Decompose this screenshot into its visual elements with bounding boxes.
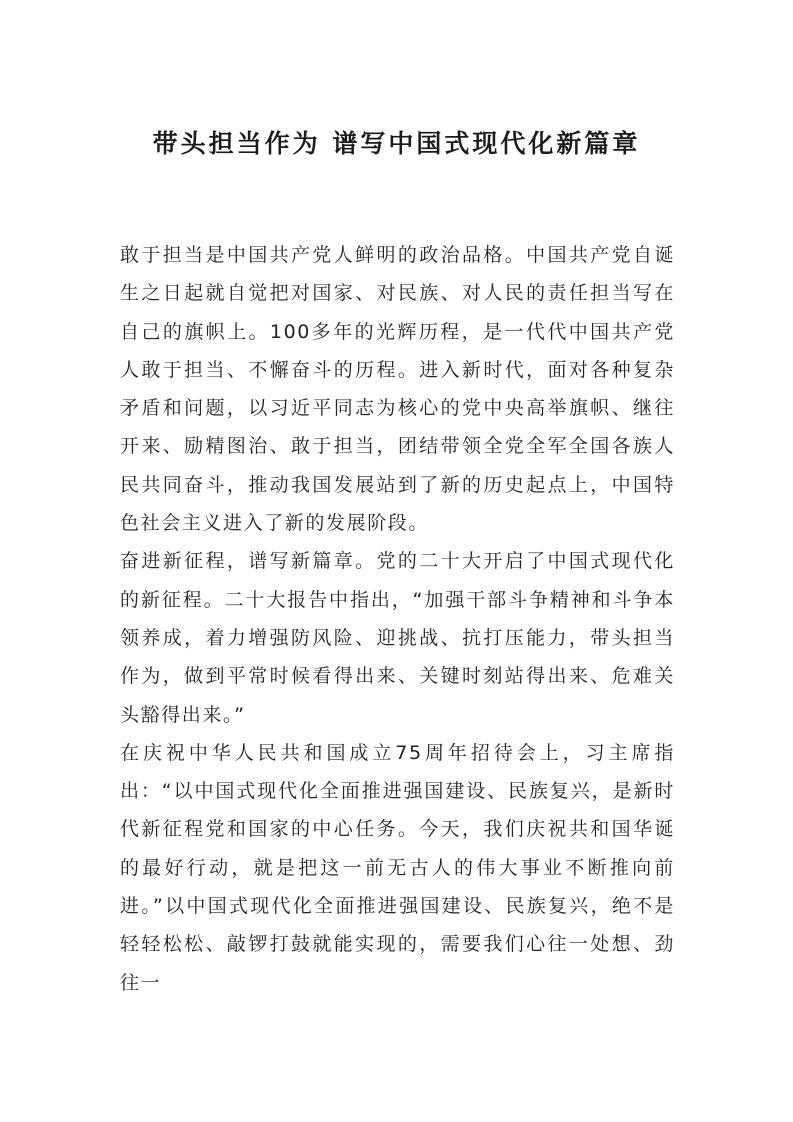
document-body (120, 236, 675, 1002)
document-title: 带头担当作为 谱写中国式现代化新篇章 (152, 129, 641, 158)
paragraph-1: 敢于担当是中国共产党人鲜明的政治品格。中国共产党自诞生之日起就自觉把对国家、对民族、对人民的责任担当写在自己的旗帜上。100多年的光辉历程，是一代代中国共产党人敢于担当、不懈奋斗的历程。进入新时代，面对各种复杂矛盾和问题，以习近平同志为核心的党中央高举旗帜、继往开来、励精图治、敢于担当，团结带领全党全军全国各族人民共同奋斗，推动我国发展站到了新的历史起点上，中国特色社会主义进入了新的发展阶段。 (120, 244, 675, 535)
paragraph-3: 在庆祝中华人民共和国成立75周年招待会上，习主席指出：“以中国式现代化全面推进强国建设、民族复兴，是新时代新征程党和国家的中心任务。今天，我们庆祝共和国华诞的最好行动，就是把这一前无古人的伟大事业不断推向前进。”以中国式现代化全面推进强国建设、民族复兴，绝不是轻轻松松、敲锣打鼓就能实现的，需要我们心往一处想、劲往一 (120, 741, 675, 994)
paragraph-2: 奋进新征程，谱写新篇章。党的二十大开启了中国式现代化的新征程。二十大报告中指出，“加强干部斗争精神和斗争本领养成，着力增强防风险、迎挑战、抗打压能力，带头担当作为，做到平常时候看得出来、关键时刻站得出来、危难关头豁得出来。” (120, 550, 675, 726)
